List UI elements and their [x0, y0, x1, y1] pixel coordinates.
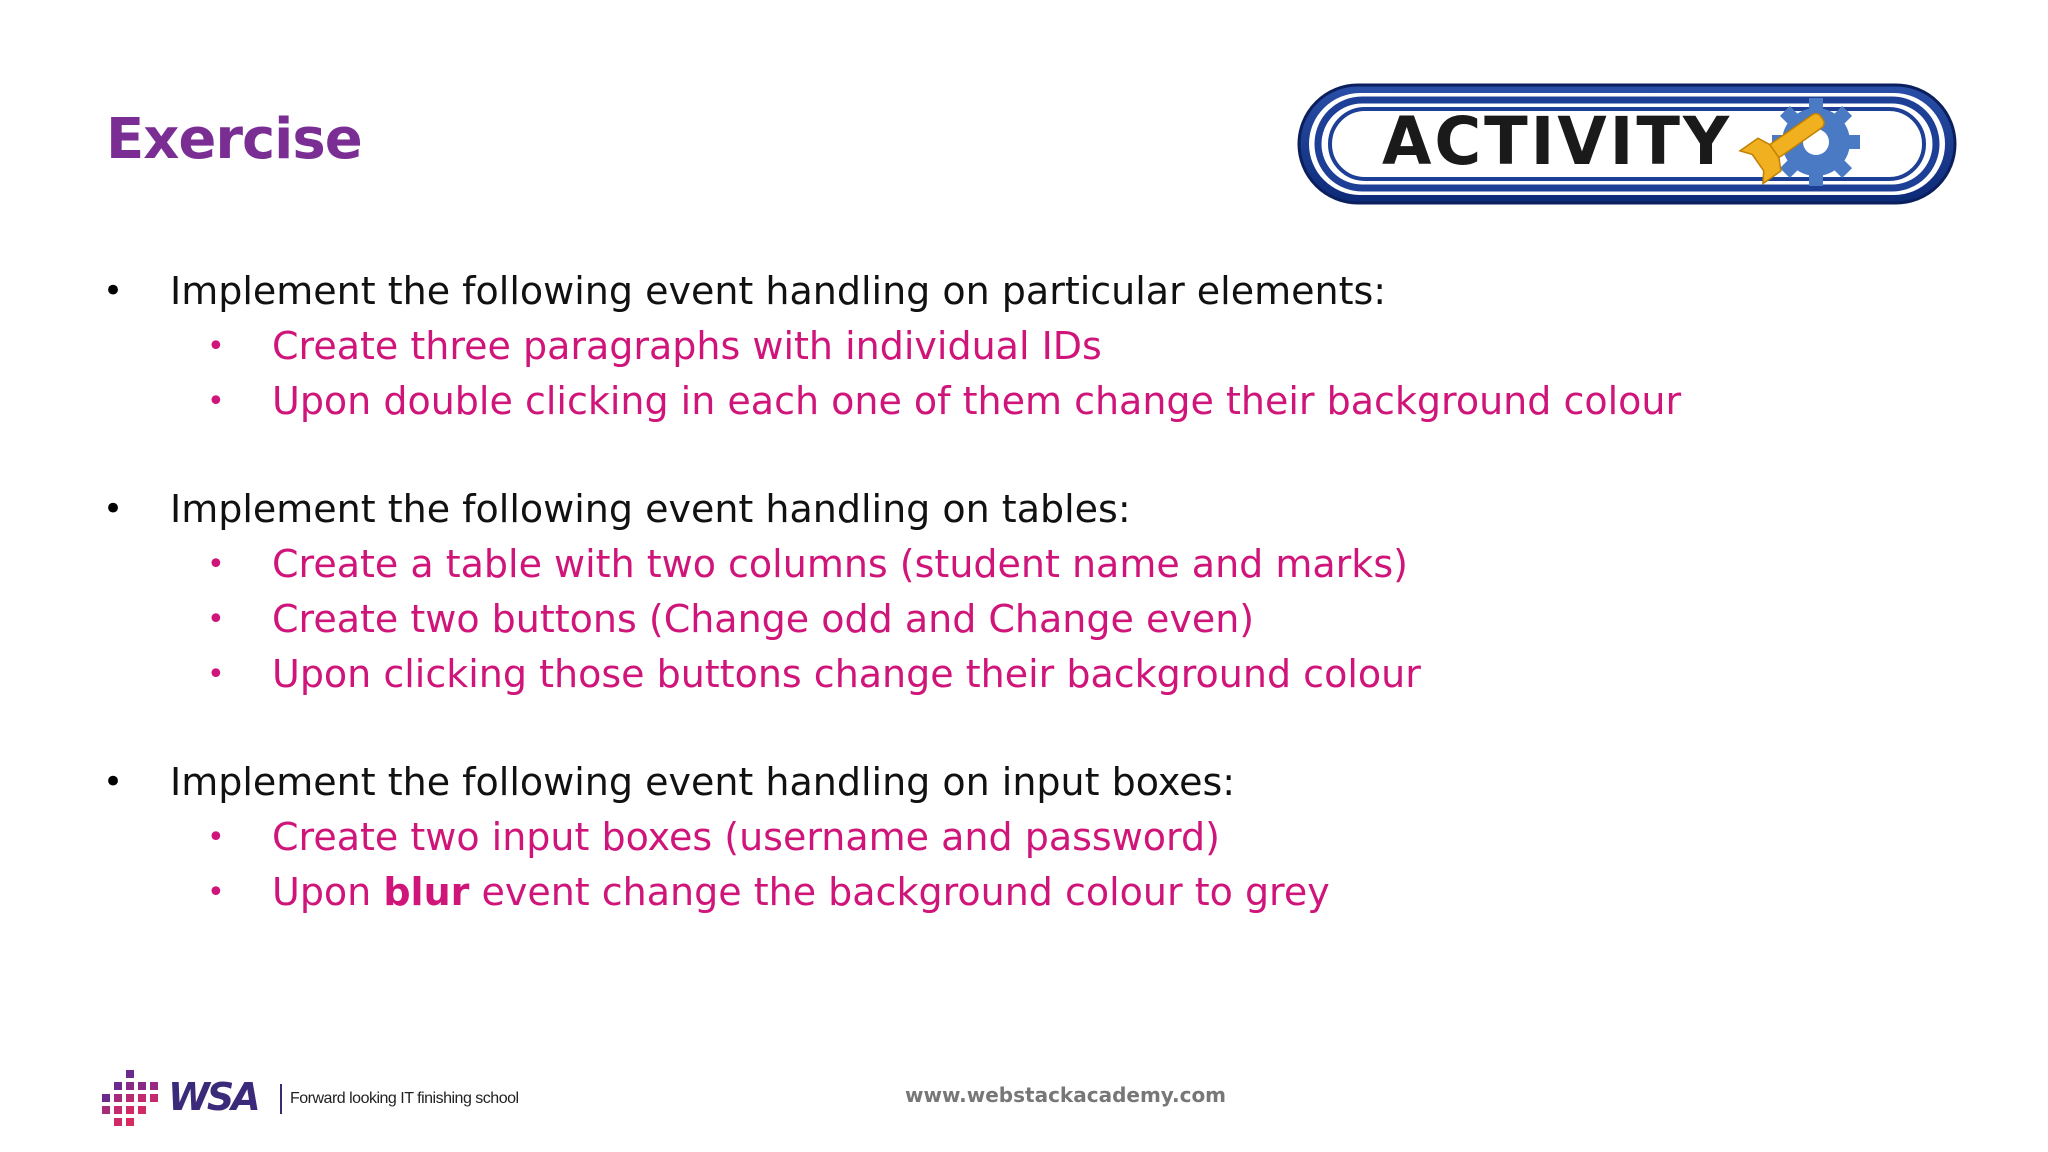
section-heading-text: Implement the following event handling on particular elements: [170, 269, 1387, 313]
list-item-text: Create three paragraphs with individual IDs [272, 324, 1102, 368]
bullet: • [207, 329, 225, 364]
section-heading-text: Implement the following event handling on tables: [170, 487, 1131, 531]
list-item [0, 810, 2048, 865]
bullet: • [207, 602, 225, 637]
bullet: • [103, 762, 124, 802]
list-item-text: Upon double clicking in each one of them change their background colour [272, 379, 1682, 423]
logo-separator [280, 1084, 282, 1114]
list-item [0, 319, 2048, 374]
activity-badge [1296, 82, 1958, 206]
activity-badge-graphic [1296, 82, 1958, 206]
logo-tagline: Forward looking IT finishing school [290, 1090, 519, 1107]
list-item-text: Upon clicking those buttons change their background colour [272, 652, 1421, 696]
list-item [0, 592, 2048, 647]
list-item-text: Create two buttons (Change odd and Change even) [272, 597, 1255, 641]
list-item [0, 865, 2048, 920]
section-heading-text: Implement the following event handling on input boxes: [170, 760, 1236, 804]
bullet: • [207, 657, 225, 692]
logo-dots-icon [102, 1070, 162, 1130]
list-item [0, 647, 2048, 702]
list-item-text: Create two input boxes (username and password) [272, 815, 1220, 859]
section-heading-tables [0, 482, 2048, 537]
section-heading-inputs [0, 755, 2048, 810]
bullet: • [207, 384, 225, 419]
slide-title: Exercise [106, 107, 362, 172]
wsa-logo [102, 1070, 522, 1130]
logo-text: WSA [168, 1075, 258, 1119]
list-item-text: Upon blur event change the background colour to grey [272, 870, 1330, 914]
bullet: • [207, 820, 225, 855]
footer-url: www.webstackacademy.com [905, 1083, 1227, 1107]
list-item [0, 374, 2048, 429]
activity-badge-text: ACTIVITY [1382, 103, 1732, 180]
list-item [0, 537, 2048, 592]
bullet: • [103, 489, 124, 529]
list-item-text: Create a table with two columns (student name and marks) [272, 542, 1408, 586]
bullet: • [207, 875, 225, 910]
section-heading-elements [0, 264, 2048, 319]
bullet: • [103, 271, 124, 311]
bullet: • [207, 547, 225, 582]
